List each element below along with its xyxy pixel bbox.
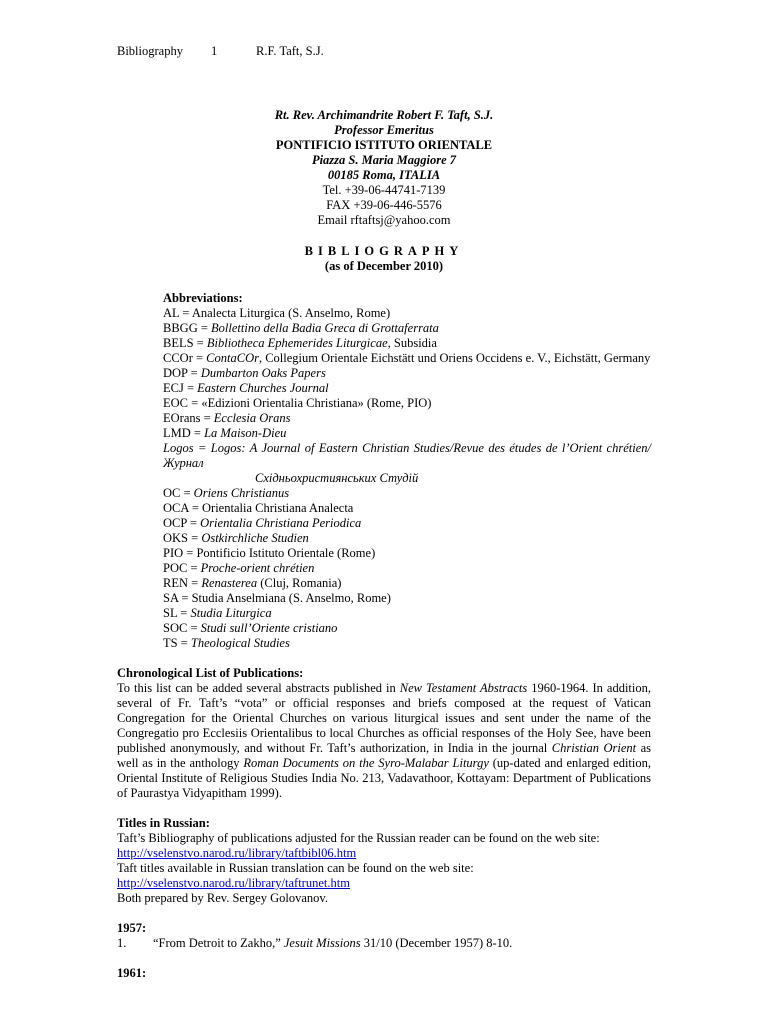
abbrev-value: Східньохристиянських Студій: [255, 471, 419, 485]
abbrev-value: ContaCOr: [206, 351, 259, 365]
abbrev-key: OC =: [163, 486, 194, 500]
abbrev-key: SOC =: [163, 621, 201, 635]
bibliography-subtitle: (as of December 2010): [324, 259, 444, 273]
abbrev-dop: [163, 366, 651, 381]
abbrev-value: Studi sull’Oriente cristiano: [200, 621, 338, 635]
abbrev-key: EOrans =: [163, 411, 214, 425]
abbrev-eoc: [163, 396, 651, 411]
entry-journal: Jesuit Missions: [283, 936, 361, 950]
abbrev-value: Bollettino della Badia Greca di Grottaferrata: [211, 321, 439, 335]
abbrev-key: EOC =: [163, 396, 202, 410]
abbrev-value: Analecta Liturgica (S. Anselmo, Rome): [191, 306, 391, 320]
paragraph-italic: New Testament Abstracts: [399, 681, 528, 695]
abbrev-key: ECJ =: [163, 381, 198, 395]
abbrev-value: Ostkirchliche Studien: [201, 531, 309, 545]
author-position: Professor Emeritus: [334, 123, 434, 137]
abbrev-value: Logos = Logos: A Journal of Eastern Christian Studies/Revue des études de l’Orient chrétien/Журнал: [163, 441, 651, 470]
russian-bibliography-link[interactable]: http://vselenstvo.narod.ru/library/taftbibl06.htm: [117, 846, 357, 860]
abbrev-key: BELS =: [163, 336, 207, 350]
email: Email rftaftsj@yahoo.com: [317, 213, 451, 227]
abbrev-soc: [163, 621, 651, 636]
abbrev-oc: [163, 486, 651, 501]
abbrev-al: [163, 306, 651, 321]
abbrev-bbgg: [163, 321, 651, 336]
abbrev-value: Oriens Christianus: [193, 486, 290, 500]
abbrev-key: CCOr =: [163, 351, 207, 365]
abbrev-key: POC =: [163, 561, 201, 575]
russian-titles-link[interactable]: http://vselenstvo.narod.ru/library/taftrunet.htm: [117, 876, 350, 890]
header-title: Bibliography: [117, 44, 183, 58]
header-page-number: 1: [211, 44, 218, 58]
abbrev-sl: [163, 606, 651, 621]
abbrev-suffix: , Subsidia: [387, 336, 437, 350]
abbrev-ecj: [163, 381, 651, 396]
institution: PONTIFICIO ISTITUTO ORIENTALE: [275, 138, 493, 152]
abbrev-ren: [163, 576, 651, 591]
city: 00185 Roma, ITALIA: [327, 168, 441, 182]
header-author: R.F. Taft, S.J.: [256, 44, 324, 58]
street: Piazza S. Maria Maggiore 7: [311, 153, 457, 167]
abbrev-value: La Maison-Dieu: [204, 426, 287, 440]
abbrev-lmd: [163, 426, 651, 441]
abbrev-key: DOP =: [163, 366, 201, 380]
abbrev-value: Orientalia Christiana Periodica: [200, 516, 362, 530]
abbrev-value: Ecclesia Orans: [213, 411, 291, 425]
fax: FAX +39-06-446-5576: [326, 198, 442, 212]
russian-line-1: Taft’s Bibliography of publications adjusted for the Russian reader can be found on the web site:: [117, 831, 600, 845]
telephone: Tel. +39-06-44741-7139: [322, 183, 446, 197]
abbrev-oca: [163, 501, 651, 516]
entry-details: 31/10 (December 1957) 8-10.: [360, 936, 513, 950]
abbrev-logos-continued: [163, 471, 651, 486]
paragraph-italic: Roman Documents on the Syro-Malabar Liturgy: [243, 756, 489, 770]
paragraph-text: as well as in the anthology: [117, 741, 651, 770]
russian-line-3: Both prepared by Rev. Sergey Golovanov.: [117, 891, 328, 905]
abbreviations-list: [163, 291, 651, 651]
abbrev-value: «Edizioni Orientalia Christiana» (Rome, PIO): [201, 396, 432, 410]
abbrev-value: Renasterea: [201, 576, 258, 590]
abbrev-value: Orientalia Christiana Analecta: [202, 501, 354, 515]
abbrev-key: LMD =: [163, 426, 205, 440]
running-header: [117, 44, 651, 60]
abbrev-value: Studia Anselmiana (S. Anselmo, Rome): [191, 591, 391, 605]
abbrev-ts: [163, 636, 651, 651]
abbrev-value: Studia Liturgica: [190, 606, 272, 620]
abbrev-pio: [163, 546, 651, 561]
abbreviations-heading: Abbreviations:: [163, 291, 243, 305]
chronological-paragraph: [117, 681, 651, 801]
abbrev-value: Eastern Churches Journal: [197, 381, 329, 395]
abbrev-key: OCP =: [163, 516, 201, 530]
abbrev-key: PIO =: [163, 546, 197, 560]
abbrev-oks: [163, 531, 651, 546]
abbrev-key: AL =: [163, 306, 192, 320]
abbrev-poc: [163, 561, 651, 576]
abbrev-key: SA =: [163, 591, 192, 605]
abbrev-suffix: , Collegium Orientale Eichstätt und Oriens Occidens e. V., Eichstätt, Germany: [258, 351, 651, 365]
abbrev-value: Bibliotheca Ephemerides Liturgicae: [206, 336, 388, 350]
document-page: [117, 44, 651, 981]
paragraph-text: (up-dated and enlarged edition, Oriental Institute of Religious Studies India No. 213, Vadavathoor, Kottayam: Department of Publications of Paurastya Vidyapitham 1999).: [117, 756, 652, 800]
address-block: [117, 108, 651, 228]
abbrev-key: SL =: [163, 606, 191, 620]
year-heading-1961: 1961:: [117, 966, 147, 980]
paragraph-text: 1960-1964. In addition, several of Fr. Taft’s “vota” or official responses and briefs composed at the request of Vatican Congregation for the Oriental Churches on various liturgical issues and sent under the name of the Congregatio pro Ecclesiis Orientalibus to local Churches as official responses of the Holy See, have been published anonymously, and without Fr. Taft’s authorization, in India in the journal: [117, 681, 651, 755]
bibliography-entry-1: [117, 936, 651, 951]
entry-number: 1.: [117, 936, 127, 950]
abbrev-ocp: [163, 516, 651, 531]
abbrev-key: TS =: [163, 636, 191, 650]
abbrev-value: Proche-orient chrétien: [200, 561, 315, 575]
abbrev-key: BBGG =: [163, 321, 212, 335]
abbrev-bels: [163, 336, 651, 351]
abbrev-value: Dumbarton Oaks Papers: [200, 366, 326, 380]
abbrev-sa: [163, 591, 651, 606]
abbrev-ccor: [163, 351, 651, 366]
entry-text: [153, 936, 512, 951]
abbrev-key: OKS =: [163, 531, 202, 545]
entry-title: “From Detroit to Zakho,”: [153, 936, 284, 950]
russian-heading: Titles in Russian:: [117, 816, 210, 830]
abbrev-value: Pontificio Istituto Orientale (Rome): [196, 546, 376, 560]
chronological-heading: Chronological List of Publications:: [117, 666, 304, 680]
bibliography-title: BIBLIOGRAPHY: [304, 244, 464, 258]
paragraph-text: To this list can be added several abstracts published in: [117, 681, 400, 695]
russian-line-2: Taft titles available in Russian translation can be found on the web site:: [117, 861, 474, 875]
paragraph-italic: Christian Orient: [551, 741, 637, 755]
abbrev-suffix: (Cluj, Romania): [257, 576, 342, 590]
abbrev-key: OCA =: [163, 501, 203, 515]
abbrev-eorans: [163, 411, 651, 426]
author-name: Rt. Rev. Archimandrite Robert F. Taft, S.J.: [274, 108, 494, 122]
year-heading-1957: 1957:: [117, 921, 147, 935]
abbrev-logos: [163, 441, 651, 471]
abbrev-key: REN =: [163, 576, 202, 590]
abbrev-value: Theological Studies: [190, 636, 290, 650]
